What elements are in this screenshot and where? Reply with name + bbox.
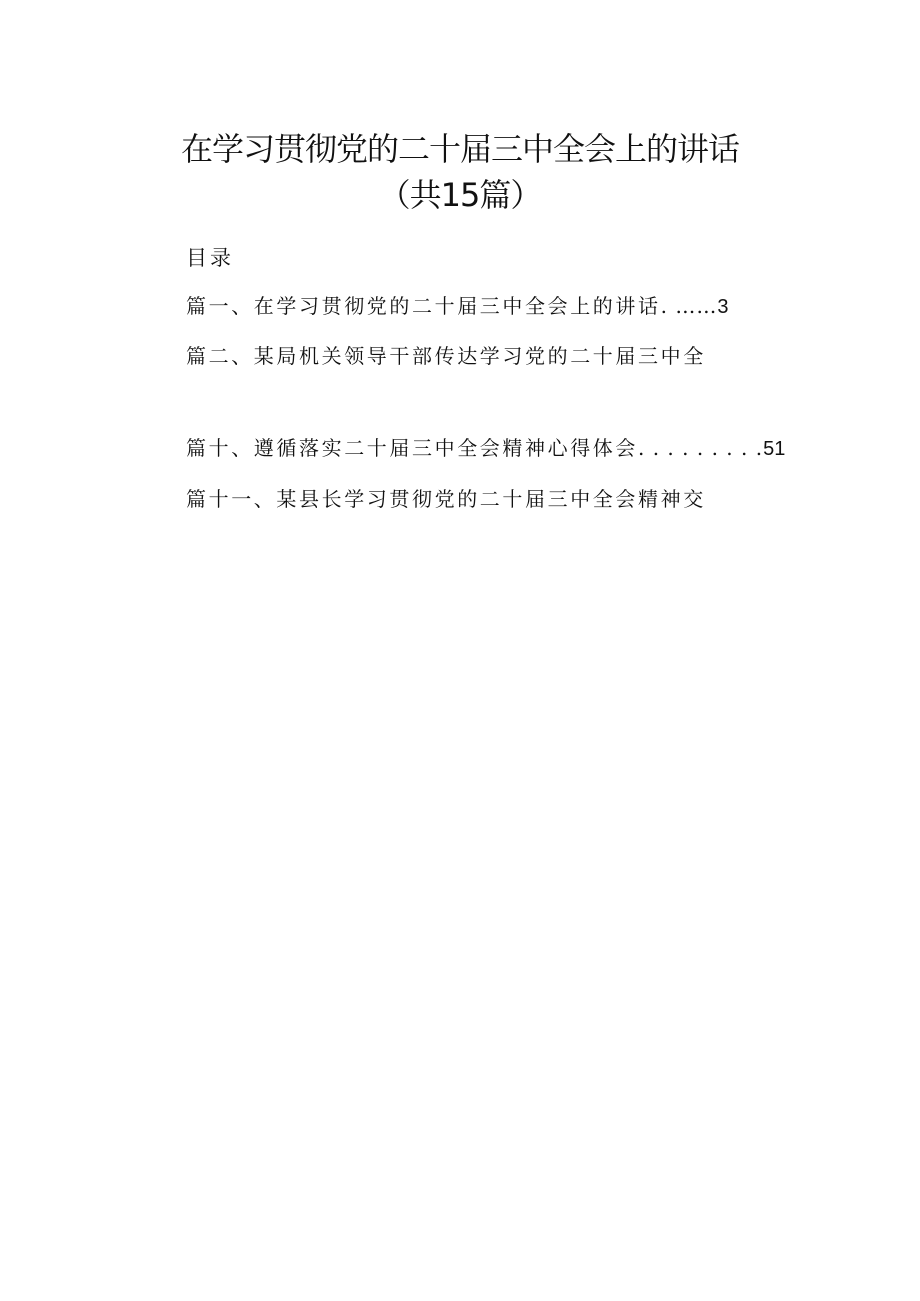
toc-entry[interactable] xyxy=(186,483,706,512)
document-title: 在学习贯彻党的二十届三中全会上的讲话 xyxy=(180,130,739,168)
toc-entry-label: 篇十一、某县长学习贯彻党的二十届三中全会精神交 xyxy=(186,487,706,511)
toc-entry[interactable] xyxy=(186,290,728,319)
toc-entry-leader: . …… xyxy=(660,294,718,318)
document-subtitle-count: （共15篇） xyxy=(378,176,542,214)
toc-entry-page-number: 51 xyxy=(763,438,786,460)
toc-entry-label: 篇十、遵循落实二十届三中全会精神心得体会 xyxy=(186,436,638,460)
toc-entry-page-number: 3 xyxy=(717,296,729,318)
toc-entry-label: 篇一、在学习贯彻党的二十届三中全会上的讲话 xyxy=(186,294,661,318)
toc-heading: 目录 xyxy=(186,246,234,270)
toc-entry-label: 篇二、某局机关领导干部传达学习党的二十届三中全 xyxy=(186,344,706,368)
toc-entry[interactable] xyxy=(186,340,706,369)
toc-entry-leader: . . . . . . . . . xyxy=(638,436,764,460)
toc-entry[interactable] xyxy=(186,432,785,461)
